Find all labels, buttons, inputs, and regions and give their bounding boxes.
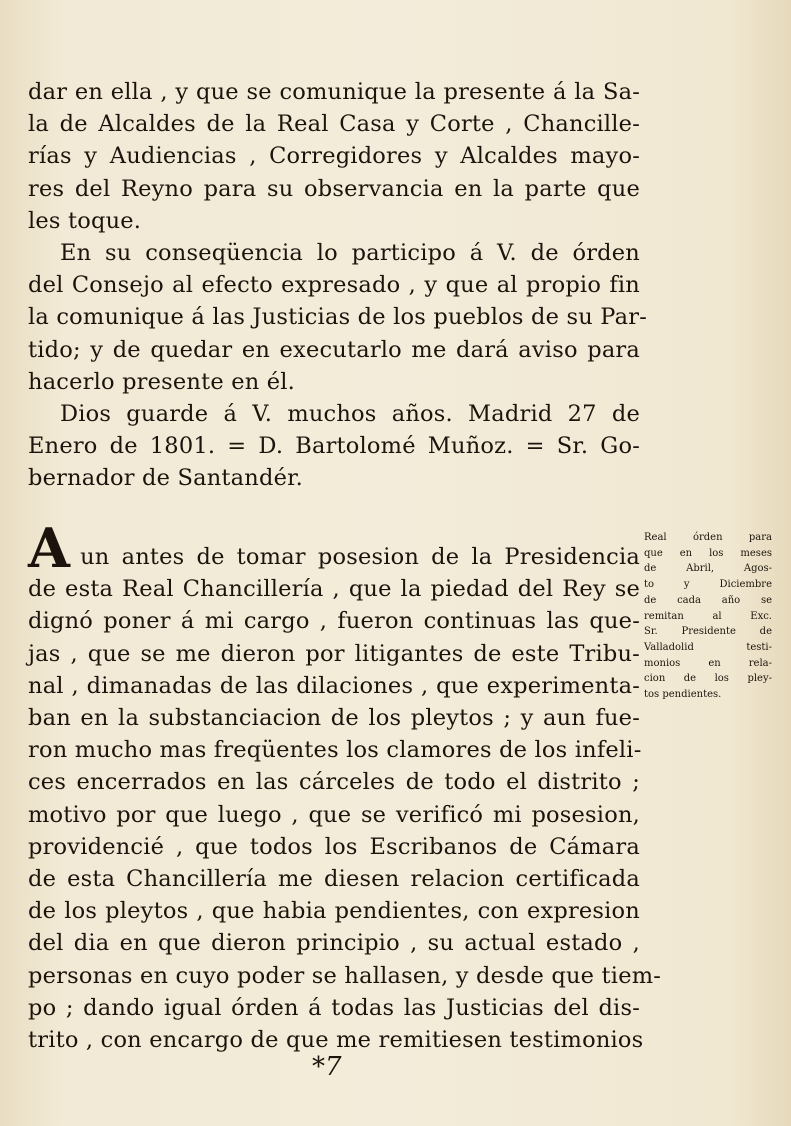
text-line: ces encerrados en las cárceles de todo el distrito ; [28, 769, 640, 796]
text-line: hacerlo presente en él. [28, 368, 296, 395]
text-line: res del Reyno para su observancia en la parte que [28, 175, 640, 202]
paragraph-continuation [28, 76, 640, 237]
text-line: bernador de Santandér. [28, 465, 303, 492]
text-line: dignó poner á mi cargo , fueron continuas las que- [28, 608, 640, 635]
text-line: providencié , que todos los Escribanos de Cámara [28, 833, 640, 860]
text-line-first [28, 516, 640, 580]
text-line: la comunique á las Justicias de los pueblos de su Par- [28, 304, 647, 331]
text-line: del dia en que dieron principio , su actual estado , [28, 930, 640, 957]
text-block-top [28, 76, 647, 495]
margin-note-line: to y Diciembre [644, 579, 772, 591]
text-line: Dios guarde á V. muchos años. Madrid 27 de [60, 401, 640, 428]
drop-cap: A [28, 516, 71, 580]
text-line: de los pleytos , que habia pendientes, con expresion [28, 898, 640, 925]
text-line: dar en ella , y que se comunique la presente á la Sa- [28, 79, 640, 105]
margin-note-line: tos pendientes. [644, 689, 722, 701]
text-line: tido; y de quedar en executarlo me dará aviso para [28, 336, 640, 363]
text-line: de esta Real Chancillería , que la piedad del Rey se [28, 576, 640, 603]
margin-note-line: monios en rela- [644, 657, 772, 669]
signature-mark: *7 [312, 1052, 342, 1082]
margin-note-line: cion de los pley- [644, 673, 772, 685]
paragraph-closing [28, 398, 640, 495]
text-line: la de Alcaldes de la Real Casa y Corte , Chancille- [28, 111, 640, 138]
text-line: En su conseqüencia lo participo á V. de órden [60, 240, 640, 267]
text-block-order [28, 516, 662, 1056]
text-line: ron mucho mas freqüentes los clamores de los infeli- [28, 737, 642, 764]
text-line: Enero de 1801. = D. Bartolomé Muñoz. = Sr. Go- [28, 433, 640, 460]
text-line: personas en cuyo poder se hallasen, y desde que tiem- [28, 962, 662, 989]
text-line: trito , con encargo de que me remitiesen testimonios [28, 1027, 644, 1054]
text-line: les toque. [28, 207, 142, 234]
text-line: ban en la substanciacion de los pleytos ; y aun fue- [28, 705, 640, 732]
margin-note-line: Sr. Presidente de [644, 626, 772, 638]
text-line: jas , que se me dieron por litigantes de este Tribu- [28, 640, 640, 667]
text-line: del Consejo al efecto expresado , y que al propio fin [28, 272, 640, 299]
text-line: de esta Chancillería me diesen relacion certificada [28, 866, 640, 893]
margin-note-line: Valladolid testi- [644, 641, 772, 653]
margin-note-line: Real órden para [644, 532, 772, 543]
margin-note-line: de Abril, Agos- [644, 563, 772, 575]
margin-note [644, 530, 772, 703]
text-line: motivo por que luego , que se verificó mi posesion, [28, 801, 640, 828]
text-line: rías y Audiencias , Corregidores y Alcaldes mayo- [28, 143, 640, 170]
paragraph-conseqüencia [28, 237, 647, 398]
margin-note-line: que en los meses [644, 547, 772, 559]
text-line: nal , dimanadas de las dilaciones , que experimenta- [28, 672, 640, 699]
margin-note-line: remitan al Exc. [644, 610, 772, 622]
first-line-text: un antes de tomar posesion de la Presidencia [80, 544, 640, 570]
text-line: po ; dando igual órden á todas las Justicias del dis- [28, 994, 640, 1021]
margin-note-line: de cada año se [644, 594, 772, 606]
